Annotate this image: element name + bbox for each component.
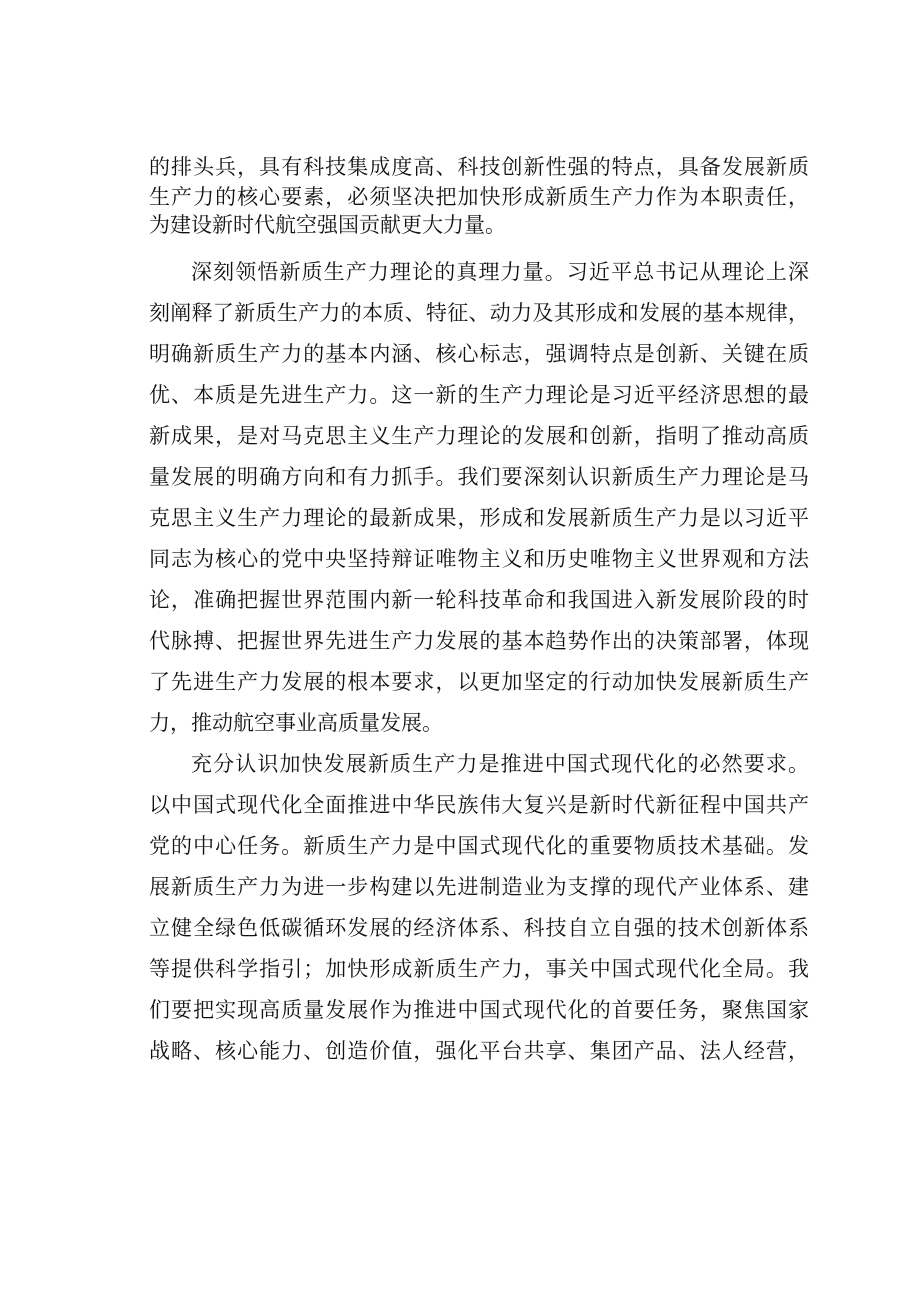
text-line: 明确新质生产力的基本内涵、核心标志，强调特点是创新、关键在质 xyxy=(149,342,809,366)
text-line: 展新质生产力为进一步构建以先进制造业为支撑的现代产业体系、建 xyxy=(149,875,809,899)
text-line: 力，推动航空事业高质量发展。 xyxy=(149,711,443,735)
text-line: 优、本质是先进生产力。这一新的生产力理论是习近平经济思想的最 xyxy=(149,383,809,407)
text-line: 立健全绿色低碳循环发展的经济体系、科技自立自强的技术创新体系 xyxy=(149,916,809,940)
text-line: 论，准确把握世界范围内新一轮科技革命和我国进入新发展阶段的时 xyxy=(149,588,809,612)
text-line: 刻阐释了新质生产力的本质、特征、动力及其形成和发展的基本规律， xyxy=(149,301,809,325)
text-line: 的排头兵，具有科技集成度高、科技创新性强的特点，具备发展新质 xyxy=(149,155,809,179)
text-line: 了先进生产力发展的根本要求，以更加坚定的行动加快发展新质生产 xyxy=(149,670,809,694)
text-line: 新成果，是对马克思主义生产力理论的发展和创新，指明了推动高质 xyxy=(149,424,809,448)
text-line: 克思主义生产力理论的最新成果，形成和发展新质生产力是以习近平 xyxy=(149,506,809,530)
text-line: 代脉搏、把握世界先进生产力发展的基本趋势作出的决策部署，体现 xyxy=(149,629,809,653)
text-line: 为建设新时代航空强国贡献更大力量。 xyxy=(149,213,506,237)
text-line: 生产力的核心要素，必须坚决把加快形成新质生产力作为本职责任， xyxy=(149,185,809,209)
text-line: 党的中心任务。新质生产力是中国式现代化的重要物质技术基础。发 xyxy=(149,834,809,858)
text-line: 们要把实现高质量发展作为推进中国式现代化的首要任务，聚焦国家 xyxy=(149,998,809,1022)
text-line: 战略、核心能力、创造价值，强化平台共享、集团产品、法人经营， xyxy=(149,1039,809,1063)
text-line: 等提供科学指引；加快形成新质生产力，事关中国式现代化全局。我 xyxy=(149,957,809,981)
text-line: 深刻领悟新质生产力理论的真理力量。习近平总书记从理论上深 xyxy=(191,260,809,284)
text-line: 量发展的明确方向和有力抓手。我们要深刻认识新质生产力理论是马 xyxy=(149,465,809,489)
text-line: 同志为核心的党中央坚持辩证唯物主义和历史唯物主义世界观和方法 xyxy=(149,547,809,571)
text-line: 以中国式现代化全面推进中华民族伟大复兴是新时代新征程中国共产 xyxy=(149,793,809,817)
text-line: 充分认识加快发展新质生产力是推进中国式现代化的必然要求。 xyxy=(191,752,809,776)
